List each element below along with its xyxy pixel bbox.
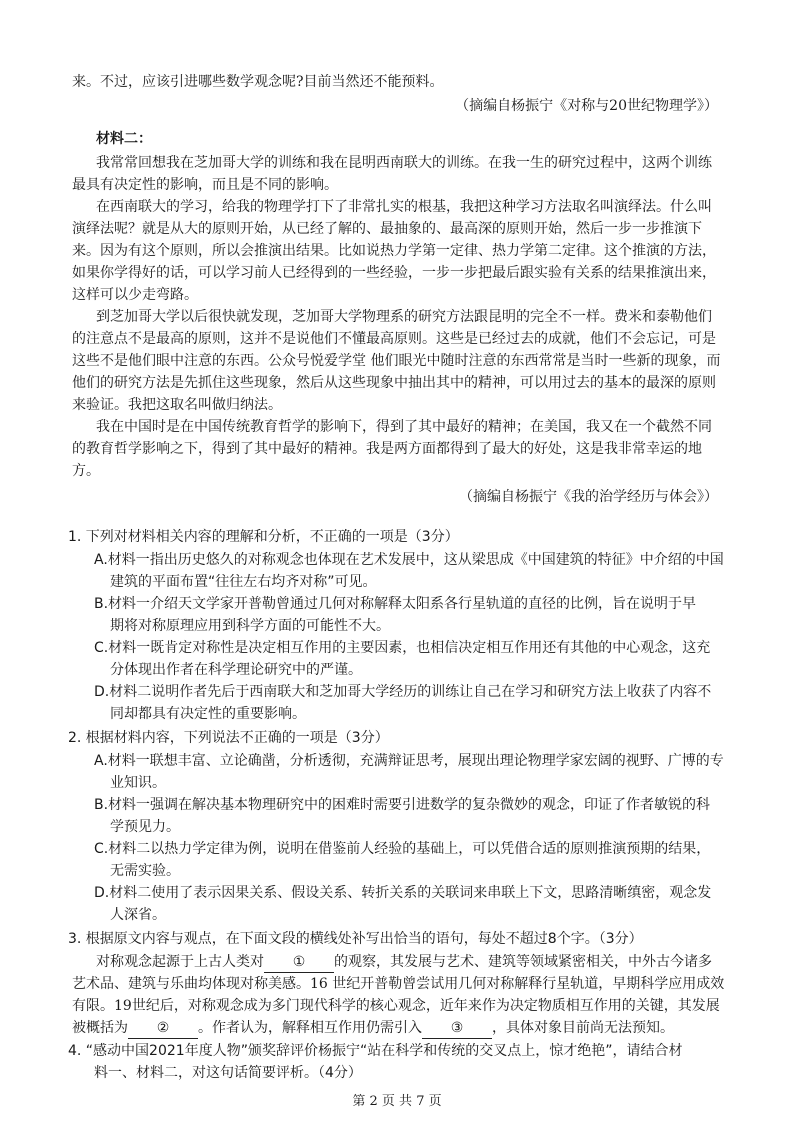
q1-option-c-cont: 分体现出作者在科学理论研究中的严谨。 xyxy=(110,662,362,678)
m2-line: 我在中国时是在中国传统教育哲学的影响下，得到了其中最好的精神；在美国，我又在一个截然不同 xyxy=(96,419,712,435)
m2-line: 方。 xyxy=(72,463,100,479)
m2-line: 演绎法呢？就是从大的原则开始，从已经了解的、最抽象的、最高深的原则开始，然后一步一步推演下 xyxy=(72,221,702,237)
m2-line: 他们的研究方法是先抓住这些现象，然后从这些现象中抽出其中的精神，可以用过去的基本的最深的原则 xyxy=(72,375,716,391)
source-citation-1: （摘编自杨振宁《对称与20世纪物理学》） xyxy=(455,98,718,114)
m2-line: 的注意点不是最高的原则，这并不是说他们不懂最高原则。这些是已经过去的成就，他们不会忘记，可是 xyxy=(72,331,716,347)
m2-line: 来验证。我把这取名叫做归纳法。 xyxy=(72,397,282,413)
m2-line: 最具有决定性的影响，而且是不同的影响。 xyxy=(72,177,338,193)
q3-passage-line xyxy=(96,952,712,973)
m2-line: 的教育哲学影响之下，得到了其中最好的精神。我是两方面都得到了最大的好处，这是我非常幸运的地 xyxy=(72,441,702,457)
answer-blank-3[interactable]: ③ xyxy=(422,1018,492,1039)
q4-stem-cont: 料一、材料二，对这句话简要评析。（4分） xyxy=(94,1065,362,1081)
m2-line: 到芝加哥大学以后很快就发现，芝加哥大学物理系的研究方法跟昆明的完全不一样。费米和泰勒他们 xyxy=(96,309,712,325)
q2-option-b: B.材料一强调在解决基本物理研究中的困难时需要引进数学的复杂微妙的观念，印证了作者敏锐的科 xyxy=(94,797,711,813)
q3-text: 的观察，其发展与艺术、建筑等领域紧密相关，中外古今诸多 xyxy=(334,954,712,970)
q1-option-b-cont: 期将对称原理应用到科学方面的可能性不大。 xyxy=(110,618,390,634)
q2-stem: 2. 根据材料内容，下列说法不正确的一项是（3分） xyxy=(68,730,389,746)
m2-line: 来。因为有这个原则，所以会推演出结果。比如说热力学第一定律、热力学第二定律。这个推演的方法， xyxy=(72,243,716,259)
m2-line: 在西南联大的学习，给我的物理学打下了非常扎实的根基，我把这种学习方法取名叫演绎法。什么叫 xyxy=(96,199,712,215)
q2-option-c-cont: 无需实验。 xyxy=(110,863,180,879)
m2-line: 我常常回想我在芝加哥大学的训练和我在昆明西南联大的训练。在我一生的研究过程中，这两个训练 xyxy=(96,155,712,171)
m2-line: 这些不是他们眼中注意的东西。公众号悦爱学堂 他们眼光中随时注意的东西常常是当时一些新的现象，而 xyxy=(72,353,721,369)
m2-line: 这样可以少走弯路。 xyxy=(72,287,198,303)
source-citation-2: （摘编自杨振宁《我的治学经历与体会》） xyxy=(459,489,718,505)
q3-passage-line: 艺术品、建筑与乐曲均体现对称美感。16 世纪开普勒曾尝试用几何对称解释行星轨道，早期科学应用成效 xyxy=(72,976,725,992)
q3-text: ，具体对象目前尚无法预知。 xyxy=(492,1020,674,1036)
q3-text: 。作者认为，解释相互作用仍需引入 xyxy=(198,1020,422,1036)
q2-option-a: A.材料一联想丰富、立论确凿，分析透彻，充满辩证思考，展现出理论物理学家宏阔的视野、广博的专 xyxy=(94,753,724,769)
page-footer: 第 2 页 共 7 页 xyxy=(352,1094,442,1109)
q1-option-b: B.材料一介绍天文学家开普勒曾通过几何对称解释太阳系各行星轨道的直径的比例，旨在说明于早 xyxy=(94,596,697,612)
q2-option-c: C.材料二以热力学定律为例，说明在借鉴前人经验的基础上，可以凭借合适的原则推演预期的结果， xyxy=(94,841,711,857)
q2-option-a-cont: 业知识。 xyxy=(110,775,166,791)
q3-text: 被概括为 xyxy=(72,1020,128,1036)
q3-stem: 3. 根据原文内容与观点，在下面文段的横线处补写出恰当的语句，每处不超过8个字。（3分） xyxy=(68,931,643,947)
q1-option-d-cont: 同却都具有决定性的重要影响。 xyxy=(110,706,306,722)
q3-passage-line xyxy=(72,1018,674,1039)
answer-blank-2[interactable]: ② xyxy=(128,1018,198,1039)
material2-heading: 材料二： xyxy=(96,131,152,147)
q2-option-b-cont: 学预见力。 xyxy=(110,819,180,835)
q1-option-c: C.材料一既肯定对称性是决定相互作用的主要因素，也相信决定相互作用还有其他的中心观念，这充 xyxy=(94,640,711,656)
q3-text: 对称观念起源于上古人类对 xyxy=(96,954,264,970)
q4-stem: 4. “感动中国2021年度人物”颁奖辞评价杨振宁“站在科学和传统的交叉点上，惊才绝艳”，请结合材 xyxy=(68,1043,683,1059)
continued-line: 来。不过，应该引进哪些数学观念呢?目前当然还不能预料。 xyxy=(72,74,444,90)
q1-option-a-cont: 建筑的平面布置“往往左右均齐对称”可见。 xyxy=(110,574,377,590)
q1-option-d: D.材料二说明作者先后于西南联大和芝加哥大学经历的训练让自己在学习和研究方法上收获了内容不 xyxy=(94,684,712,700)
answer-blank-1[interactable]: ① xyxy=(264,952,334,973)
q2-option-d-cont: 人深省。 xyxy=(110,907,166,923)
q1-stem: 1. 下列对材料相关内容的理解和分析，不正确的一项是（3分） xyxy=(68,529,459,545)
q3-passage-line: 有限。19世纪后，对称观念成为多门现代科学的核心观念，近年来作为决定物质相互作用的关键，其发展 xyxy=(72,998,720,1014)
q1-option-a: A.材料一指出历史悠久的对称观念也体现在艺术发展中，这从梁思成《中国建筑的特征》中介绍的中国 xyxy=(94,552,724,568)
q2-option-d: D.材料二使用了表示因果关系、假设关系、转折关系的关联词来串联上下文，思路清晰缜密，观念发 xyxy=(94,885,712,901)
m2-line: 如果你学得好的话，可以学习前人已经得到的一些经验，一步一步把最后跟实验有关系的结果推演出来， xyxy=(72,265,716,281)
